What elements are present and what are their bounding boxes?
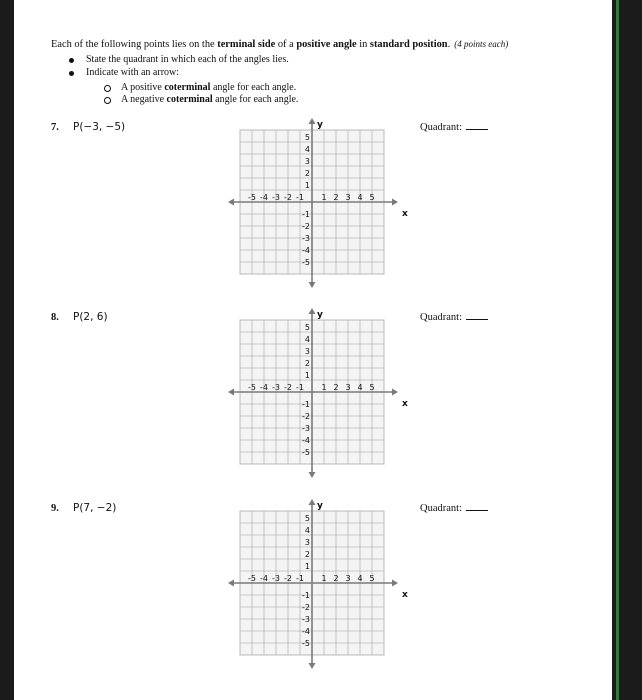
x-tick-label: -1 xyxy=(296,193,304,202)
x-axis-label: x xyxy=(402,209,408,219)
x-tick-label: -3 xyxy=(272,383,280,392)
coordinate-grid xyxy=(228,308,414,483)
y-tick-label: 2 xyxy=(304,550,310,559)
problem-number: 7. xyxy=(51,122,59,133)
intro-text-2: of a xyxy=(275,39,297,50)
y-tick-label: 3 xyxy=(304,538,310,547)
x-tick-label: 4 xyxy=(357,193,363,202)
quadrant-label: Quadrant: xyxy=(420,503,462,514)
y-tick-label: -4 xyxy=(302,627,310,636)
quadrant-label: Quadrant: xyxy=(420,312,462,323)
sub-bullet-item xyxy=(121,82,296,93)
quadrant-answer-blank[interactable] xyxy=(466,510,488,511)
y-tick-label: 1 xyxy=(304,181,310,190)
y-tick-label: 4 xyxy=(304,526,310,535)
y-tick-label: 2 xyxy=(304,359,310,368)
y-axis-up-arrow-icon xyxy=(309,308,316,314)
sub-bullet-text: A positive xyxy=(121,82,165,93)
intro-bold-standard-position: standard position xyxy=(369,39,448,50)
y-tick-label: 5 xyxy=(304,133,310,142)
x-tick-label: -5 xyxy=(248,383,256,392)
problem-point: P(2, 6) xyxy=(73,311,108,323)
x-tick-label: -5 xyxy=(248,574,256,583)
y-axis-down-arrow-icon xyxy=(309,663,316,669)
x-axis-label: x xyxy=(402,590,408,600)
y-tick-label: 5 xyxy=(304,323,310,332)
y-tick-label: -3 xyxy=(302,424,310,433)
instructions-intro xyxy=(51,38,508,51)
y-tick-label: -5 xyxy=(302,639,310,648)
y-tick-label: -1 xyxy=(302,591,310,600)
y-tick-label: 4 xyxy=(304,335,310,344)
left-frame-bar xyxy=(0,0,14,700)
y-axis-down-arrow-icon xyxy=(309,472,316,478)
y-tick-label: -3 xyxy=(302,234,310,243)
y-axis-label: y xyxy=(317,120,323,130)
y-axis-up-arrow-icon xyxy=(309,118,316,124)
x-tick-label: 3 xyxy=(345,193,351,202)
y-tick-label: -5 xyxy=(302,258,310,267)
x-axis-left-arrow-icon xyxy=(228,199,234,206)
x-axis-left-arrow-icon xyxy=(228,389,234,396)
coordinate-plane xyxy=(228,118,414,288)
x-tick-label: -3 xyxy=(272,574,280,583)
y-tick-label: -4 xyxy=(302,436,310,445)
y-tick-label: 1 xyxy=(304,371,310,380)
intro-bold-positive-angle: positive angle xyxy=(296,39,357,50)
x-tick-label: -4 xyxy=(260,193,268,202)
x-axis-right-arrow-icon xyxy=(392,199,398,206)
x-tick-label: -2 xyxy=(284,193,292,202)
x-axis-left-arrow-icon xyxy=(228,580,234,587)
x-tick-label: -4 xyxy=(260,574,268,583)
x-tick-label: -3 xyxy=(272,193,280,202)
x-axis-right-arrow-icon xyxy=(392,580,398,587)
y-tick-label: -5 xyxy=(302,448,310,457)
sub-bullet-text: angle for each angle. xyxy=(210,82,297,93)
problem-point: P(7, −2) xyxy=(73,502,117,514)
sub-bullet-text: A negative xyxy=(121,94,167,105)
y-tick-label: 1 xyxy=(304,562,310,571)
y-tick-label: -1 xyxy=(302,210,310,219)
coordinate-grid xyxy=(228,118,414,293)
quadrant-label: Quadrant: xyxy=(420,122,462,133)
y-axis-up-arrow-icon xyxy=(309,499,316,505)
y-axis-label: y xyxy=(317,501,323,511)
bullet-text: Indicate with an arrow: xyxy=(86,67,180,78)
problem-point: P(−3, −5) xyxy=(73,121,126,133)
quadrant-answer-blank[interactable] xyxy=(466,129,488,130)
x-tick-label: 5 xyxy=(369,193,375,202)
x-tick-label: -2 xyxy=(284,574,292,583)
y-tick-label: 2 xyxy=(304,169,310,178)
x-tick-label: 2 xyxy=(333,383,339,392)
y-tick-label: 4 xyxy=(304,145,310,154)
sub-bullet-text: angle for each angle. xyxy=(212,94,299,105)
x-tick-label: 2 xyxy=(333,574,339,583)
problem-number: 8. xyxy=(51,312,59,323)
intro-text-3: in xyxy=(356,39,370,50)
bullet-item xyxy=(86,54,289,65)
intro-text-1: Each of the following points lies on the xyxy=(51,39,218,50)
quadrant-answer xyxy=(420,312,488,323)
y-axis-down-arrow-icon xyxy=(309,282,316,288)
bullet-dot-icon xyxy=(69,71,74,76)
sub-bullet-item xyxy=(121,94,298,105)
x-tick-label: 3 xyxy=(345,574,351,583)
x-tick-label: -1 xyxy=(296,383,304,392)
sub-bullet-bold: coterminal xyxy=(164,82,211,93)
quadrant-answer xyxy=(420,503,488,514)
y-tick-label: -2 xyxy=(302,412,310,421)
y-axis-label: y xyxy=(317,310,323,320)
y-tick-label: 3 xyxy=(304,157,310,166)
x-tick-label: -4 xyxy=(260,383,268,392)
points-note: (4 points each) xyxy=(454,39,509,49)
problem-number: 9. xyxy=(51,503,59,514)
y-tick-label: -1 xyxy=(302,400,310,409)
coordinate-plane xyxy=(228,499,414,669)
x-tick-label: 3 xyxy=(345,383,351,392)
x-tick-label: 4 xyxy=(357,574,363,583)
x-tick-label: 2 xyxy=(333,193,339,202)
quadrant-answer xyxy=(420,122,488,133)
y-tick-label: 5 xyxy=(304,514,310,523)
y-tick-label: 3 xyxy=(304,347,310,356)
x-tick-label: 5 xyxy=(369,383,375,392)
y-tick-label: -2 xyxy=(302,222,310,231)
x-axis-label: x xyxy=(402,399,408,409)
y-tick-label: -2 xyxy=(302,603,310,612)
x-tick-label: -5 xyxy=(248,193,256,202)
x-tick-label: 5 xyxy=(369,574,375,583)
sub-bullet-circle-icon xyxy=(104,85,111,92)
coordinate-grid xyxy=(228,499,414,674)
right-frame-bar xyxy=(612,0,642,700)
x-tick-label: 1 xyxy=(321,193,327,202)
bullet-item xyxy=(86,67,179,78)
coordinate-plane xyxy=(228,308,414,478)
bullet-dot-icon xyxy=(69,58,74,63)
x-tick-label: 1 xyxy=(321,383,327,392)
x-tick-label: -2 xyxy=(284,383,292,392)
intro-text-4: . xyxy=(447,39,451,50)
x-axis-right-arrow-icon xyxy=(392,389,398,396)
x-tick-label: 1 xyxy=(321,574,327,583)
x-tick-label: 4 xyxy=(357,383,363,392)
intro-bold-terminal-side: terminal side xyxy=(217,39,276,50)
sub-bullet-bold: coterminal xyxy=(166,94,213,105)
frame-edge-accent xyxy=(616,0,619,700)
bullet-text: State the quadrant in which each of the angles lies. xyxy=(86,54,289,65)
y-tick-label: -4 xyxy=(302,246,310,255)
sub-bullet-circle-icon xyxy=(104,97,111,104)
x-tick-label: -1 xyxy=(296,574,304,583)
quadrant-answer-blank[interactable] xyxy=(466,319,488,320)
y-tick-label: -3 xyxy=(302,615,310,624)
